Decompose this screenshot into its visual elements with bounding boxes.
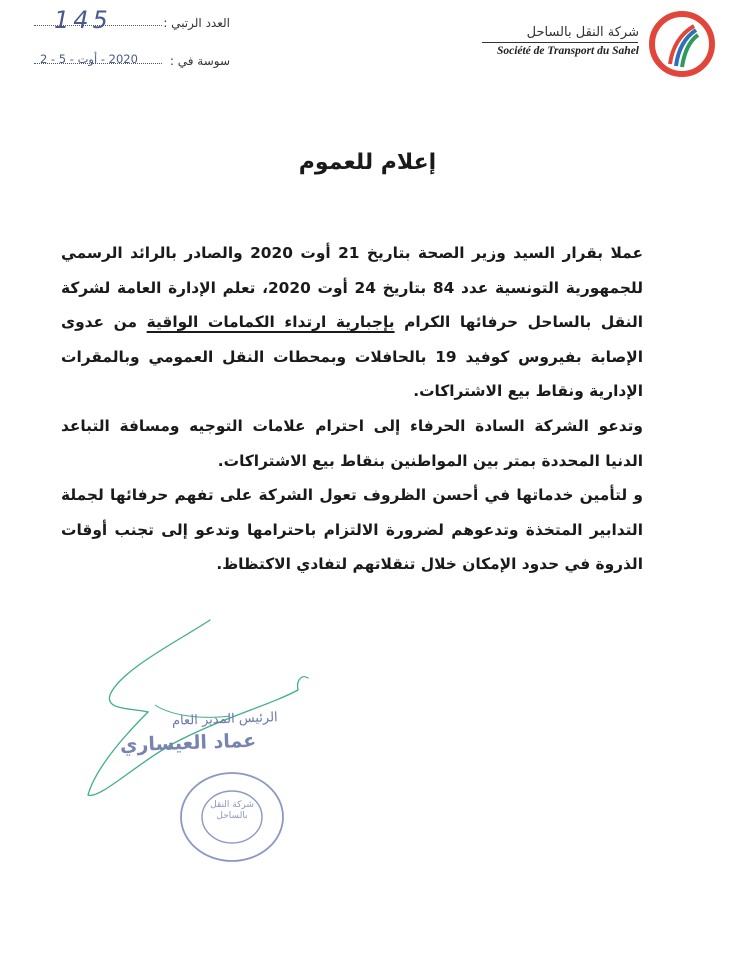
date-label: سوسة في : — [169, 54, 230, 68]
date-value: 2020 - أوت - 5 - 2 — [40, 52, 138, 66]
reference-number-row — [34, 6, 230, 34]
paragraph-decision-start: عملا بقرار السيد وزير الصحة بتاريخ 21 أوت 2020 والصادر بالرائد الرسمي للجمهورية التونسية عدد 84 بتاريخ 24 أوت 2020، تعلم الإدارة العامة لشركة النقل بالساحل حرفائها الكرام — [61, 244, 643, 332]
date-row — [34, 50, 230, 70]
paragraph-decision-end: من عدوى الإصابة بفيروس كوفيد 19 بالحافلات وبمحطات النقل العمومي وبالمقرات الإدارية ونقاط بيع الاشتراكات. — [61, 313, 644, 401]
stamp-text: شركة النقل بالساحل — [210, 800, 254, 821]
paragraph-decision — [61, 236, 643, 409]
mask-mandatory-emphasis: بإجبارية ارتداء الكمامات الواقية — [146, 313, 395, 332]
company-name-french: Société de Transport du Sahel — [496, 45, 639, 57]
signatory-title: الرئيس المدير العام — [171, 710, 278, 729]
signatory-name: عماد العيساري — [119, 729, 257, 757]
reference-block — [34, 6, 230, 70]
paragraph-peak-hours: و لتأمين خدماتها في أحسن الظروف تعول الشركة على تفهم حرفائها لجملة التدابير المتخذة وتدعوهم لضرورة الالتزام باحترامها وتدعو إلى تجنب أوقات الذروة في حدود الإمكان خلال تنقلاتهم لتفادي الاكتظاظ. — [61, 486, 643, 574]
document-title: إعلام للعموم — [298, 150, 437, 175]
company-name-arabic: شركة النقل بالساحل — [526, 25, 639, 40]
paragraph-distancing: وتدعو الشركة السادة الحرفاء إلى احترام علامات التوجيه ومسافة التباعد الدنيا المحددة بمتر بين المواطنين بنقاط بيع الاشتراكات. — [61, 416, 643, 470]
company-logo — [648, 10, 716, 78]
reference-number-value: 145 — [54, 6, 112, 34]
announcement-body — [61, 236, 643, 582]
header-divider — [482, 42, 638, 43]
reference-number-label: العدد الرتبي : — [163, 16, 230, 30]
